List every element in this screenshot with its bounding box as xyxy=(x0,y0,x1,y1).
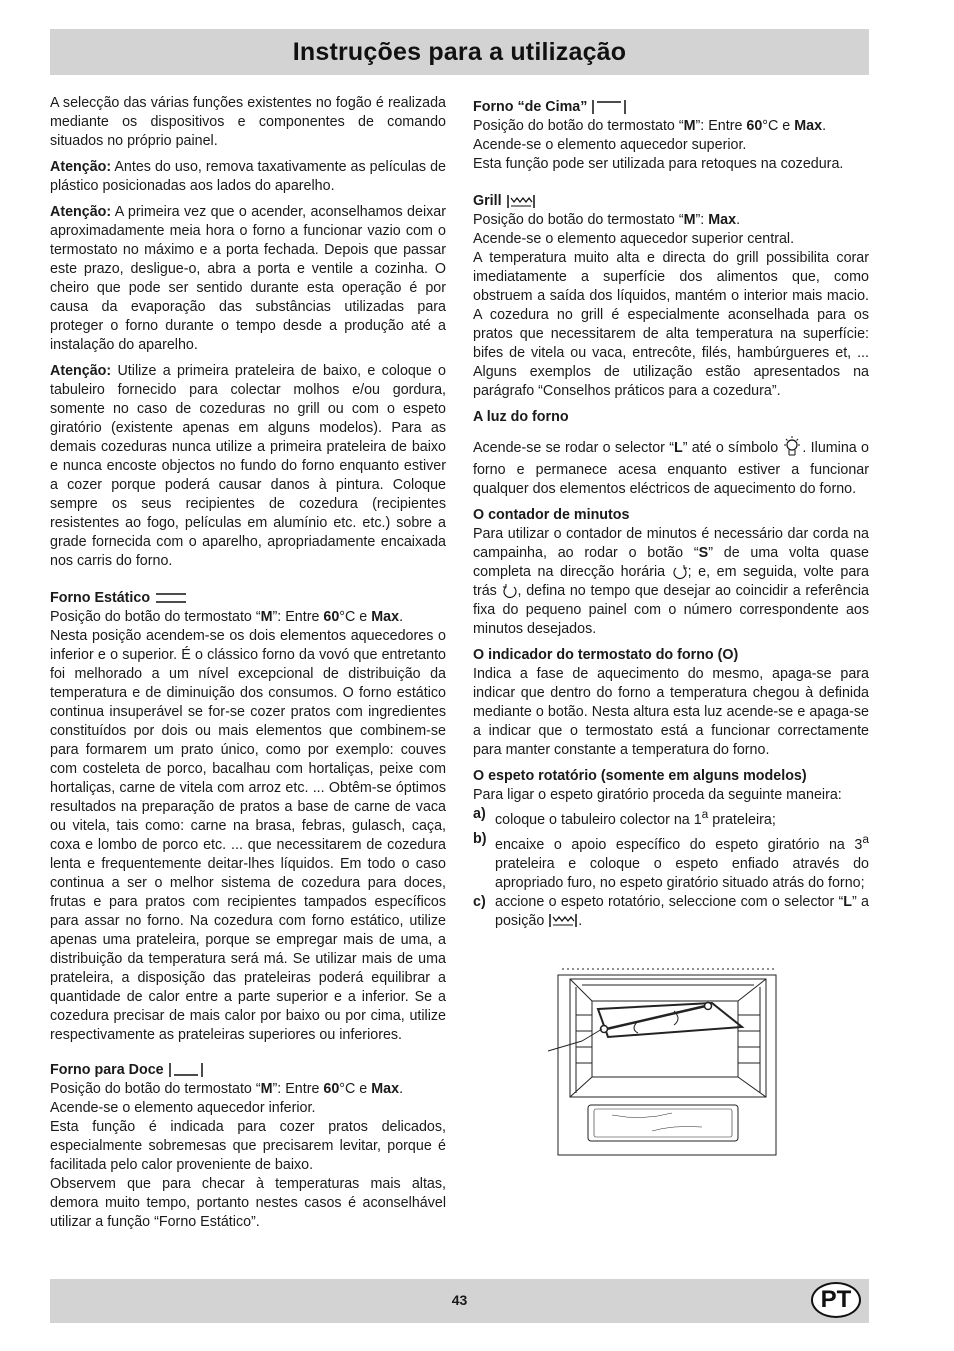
text: M xyxy=(260,1081,273,1097)
left-column xyxy=(50,94,446,1239)
text: Acende-se o elemento aquecedor inferior. xyxy=(50,1100,316,1116)
oven-rotisserie-illustration xyxy=(542,965,778,1157)
pastry-oven-icon xyxy=(168,1062,204,1078)
text: Max xyxy=(794,118,823,134)
text: a xyxy=(862,831,869,846)
text: °C e xyxy=(762,118,795,134)
text: Acende-se o elemento aquecedor superior. xyxy=(473,137,747,153)
section-top-oven xyxy=(473,98,869,174)
text: M xyxy=(683,212,696,228)
text: ”: xyxy=(695,212,709,228)
text: ”: Entre xyxy=(695,118,747,134)
grill-heading xyxy=(473,192,869,211)
section-static-oven xyxy=(50,589,446,1045)
rotisserie-icon xyxy=(548,913,578,928)
section-rotisserie xyxy=(473,767,869,805)
text: ”: Entre xyxy=(272,1081,324,1097)
text: M xyxy=(683,118,696,134)
text: Posição do botão do termostato “ xyxy=(50,1081,261,1097)
text: °C e xyxy=(339,1081,372,1097)
intro-paragraph: A selecção das várias funções existentes no fogão é realizada mediante os dispositivos e componentes de comando situados no próprio painel. xyxy=(50,95,446,149)
text: . xyxy=(399,1081,404,1097)
static-oven-title: Forno Estático xyxy=(50,590,151,606)
rotisserie-steps xyxy=(473,805,869,931)
title-bar xyxy=(50,29,869,75)
right-column xyxy=(473,98,869,931)
static-oven-body: Nesta posição acendem-se os dois elementos aquecedores o inferior e o superior. É o clássico forno da vovó que entretanto foi melhorado a um nível excepcional de distribuição da temperatura e de diminuição dos consumos. O forno estático continua insuperável se for-se cozer pratos com ingredientes constituídos por dois ou mais elementos que combinem-se para formarem um prato único, como por exemplo: couves com costeleta de porco, bacalhau com hortaliças, peixe com hortaliças, carne de vitela com arroz etc. ... Obtêm-se óptimos resultados na preparação de pratos a base de carne de vaca ou vitela, tais como: carne na brasa, febras, gulasch, caça, coxa e lombo de porco etc. ... que necessitarem de cozedura lenta e frequentemente deitar-lhes líquidos. Em todo o caso continua a ser o melhor sistema de cozedura para doces, frutas e para pratos com recipientes tampados específicos para assar no forno. Na cozedura com forno estático, utilize apenas uma prateleira, porque se empregar mais de uma, a distribuição da temperatura será má. Se utilizar mais de uma prateleira, a disposição das prateleiras poderá equilibrar a quantidade de calor entre a parte superior e a inferior. Se a cozedura precisar de mais calor por baixo ou por cima, utilize respectivamente as prateleiras superiores ou inferiores. xyxy=(50,628,446,1043)
text: S xyxy=(698,545,709,561)
text: 60 xyxy=(323,609,340,625)
warning-plastic xyxy=(50,158,446,196)
text: Posição do botão do termostato “ xyxy=(473,118,684,134)
text: °C e xyxy=(339,609,372,625)
clockwise-icon xyxy=(672,564,688,580)
pastry-oven-title: Forno para Doce xyxy=(50,1062,164,1078)
text: Acende-se o elemento aquecedor superior central. xyxy=(473,231,795,247)
text: b) xyxy=(473,830,487,847)
static-oven-heading xyxy=(50,589,446,608)
text: Max xyxy=(371,1081,400,1097)
grill-title: Grill xyxy=(473,193,502,209)
language-badge: PT xyxy=(811,1282,861,1318)
pastry-oven-heading xyxy=(50,1061,446,1080)
text: a xyxy=(701,807,709,821)
text: Observem que para checar à temperaturas mais altas, demora muito tempo, portanto nestes casos é aconselhável utilizar a função “Forno Estático”. xyxy=(50,1176,446,1230)
text: L xyxy=(673,439,683,456)
top-oven-icon xyxy=(591,99,627,115)
text: ”: Entre xyxy=(272,609,324,625)
section-pastry-oven xyxy=(50,1061,446,1232)
thermostat-indicator-body: Indica a fase de aquecimento do mesmo, apaga-se para indicar que dentro do forno a temperatura chegou à definida mediante o botão. Nesta altura esta luz acende-se e apaga-se a indicar que o termostato está a funcionar correctamente para manter constante a temperatura do forno. xyxy=(473,666,869,758)
warning-text: Antes do uso, remova taxativamente as películas de plástico posicionadas aos lados do aparelho. xyxy=(50,159,446,194)
text: . Ilumina o forno e permanece acesa enquanto estiver a funcionar qualquer dos elementos eléctricos de aquecimento do forno. xyxy=(473,439,869,497)
text: ” a posição xyxy=(495,893,870,929)
minute-timer-heading: O contador de minutos xyxy=(473,507,630,523)
counterclockwise-icon xyxy=(502,583,518,599)
text: prateleira e coloque o espeto enfiado através do apropriado furo, no espeto giratório situado atrás do forno; xyxy=(495,855,869,891)
list-item xyxy=(473,805,869,830)
text: L xyxy=(843,893,852,910)
thermostat-indicator-heading: O indicador do termostato do forno (O) xyxy=(473,647,739,663)
text: a) xyxy=(473,806,486,822)
text: encaixe o apoio específico do espeto giratório na 3 xyxy=(495,836,863,853)
text: c) xyxy=(473,893,486,910)
text: . xyxy=(822,118,827,134)
section-minute-timer xyxy=(473,506,869,639)
warning-label: Atenção: xyxy=(50,363,112,379)
text: coloque o tabuleiro colector na 1 xyxy=(495,811,702,828)
list-item xyxy=(473,830,869,893)
warning-label: Atenção: xyxy=(50,204,112,220)
text: Max xyxy=(371,609,400,625)
text: . xyxy=(578,912,583,929)
grill-icon xyxy=(506,194,536,209)
text: , defina no tempo que desejar ao coincidir a referência fixa do pequeno painel com o número correspondente aos minutos desejados. xyxy=(473,583,869,637)
text: Acende-se se rodar o selector “ xyxy=(473,439,674,456)
text: Esta função é indicada para cozer pratos delicados, especialmente sobremesas que precisarem levitar, porque é facilitada pelo calor proveniente de baixo. xyxy=(50,1119,446,1173)
text: accione o espeto rotatório, seleccione com o selector “ xyxy=(495,893,844,910)
text: Posição do botão do termostato “ xyxy=(473,212,684,228)
top-oven-heading xyxy=(473,98,869,117)
page-number: 43 xyxy=(451,1292,468,1308)
footer-bar xyxy=(50,1279,869,1323)
text: ” de uma volta quase completa na direcção horária xyxy=(473,545,869,580)
rotisserie-intro: Para ligar o espeto giratório proceda da seguinte maneira: xyxy=(473,787,842,803)
text: M xyxy=(260,609,273,625)
text: 60 xyxy=(746,118,763,134)
static-oven-icon xyxy=(154,592,188,604)
warning-text: A primeira vez que o acender, aconselhamos deixar aproximadamente meia hora o forno a funcionar vazio com o termostato no máximo e a porta fechada. Depois que passar este prazo, desligue-o, abra a porta e ventile a cozinha. O cheiro que pode ser sentido durante esta operação é por causa da evaporação das substâncias utilizadas para proteger o forno durante o tempo desde a produção até a instalação do aparelho. xyxy=(50,204,446,353)
text: ; e, em seguida, volte para trás xyxy=(473,564,869,599)
top-oven-title: Forno “de Cima” xyxy=(473,99,588,115)
oven-light-heading: A luz do forno xyxy=(473,409,569,425)
warning-shelf xyxy=(50,362,446,571)
text: Max xyxy=(708,212,737,228)
text: Posição do botão do termostato “ xyxy=(50,609,261,625)
section-grill xyxy=(473,192,869,401)
warning-text: Utilize a primeira prateleira de baixo, e coloque o tabuleiro fornecido para colectar molhos e/ou gordura, somente no caso de cozeduras no grill ou com o espeto giratório (existente apenas em alguns modelos). Para as demais cozeduras nunca utilize a primeira prateleira de baixo e nunca encoste objectos no fundo do forno enquanto estiver a cozer porque poderá causar danos à pintura. Coloque sempre os seus recipientes de cozedura (recipientes resistentes ao fogo, películas em alumínio etc. etc.) sobre a grade fornecida com o aparelho, apropriadamente encaixada nos carris do forno. xyxy=(50,363,446,569)
text: . xyxy=(736,212,741,228)
rotisserie-heading: O espeto rotatório (somente em alguns modelos) xyxy=(473,768,807,784)
text: ” até o símbolo xyxy=(682,439,783,456)
text: . xyxy=(399,609,404,625)
warning-label: Atenção: xyxy=(50,159,112,175)
warning-first-use xyxy=(50,203,446,355)
text: A temperatura muito alta e directa do grill possibilita corar imediatamente a superfície dos alimentos que, como obstruem a saída dos líquidos, mantém o interior mais macio. A cozedura no grill é especialmente aconselhada para os pratos que necessitarem de alta temperatura na superfície: bifes de vitela ou vaca, entrecôte, filés, hambúrgueres et, ... Alguns exemplos de utilização estão apresentados na parágrafo “Conselhos práticos para a cozedura”. xyxy=(473,250,869,399)
text: Esta função pode ser utilizada para retoques na cozedura. xyxy=(473,156,844,172)
list-item xyxy=(473,893,869,931)
text: 60 xyxy=(323,1081,340,1097)
lamp-icon xyxy=(782,435,802,461)
page-title: Instruções para a utilização xyxy=(292,37,627,66)
text: prateleira; xyxy=(708,811,776,828)
text: Para utilizar o contador de minutos é necessário dar corda na campainha, ao rodar o botão “ xyxy=(473,526,869,561)
section-thermostat-indicator xyxy=(473,646,869,760)
section-oven-light xyxy=(473,408,869,499)
